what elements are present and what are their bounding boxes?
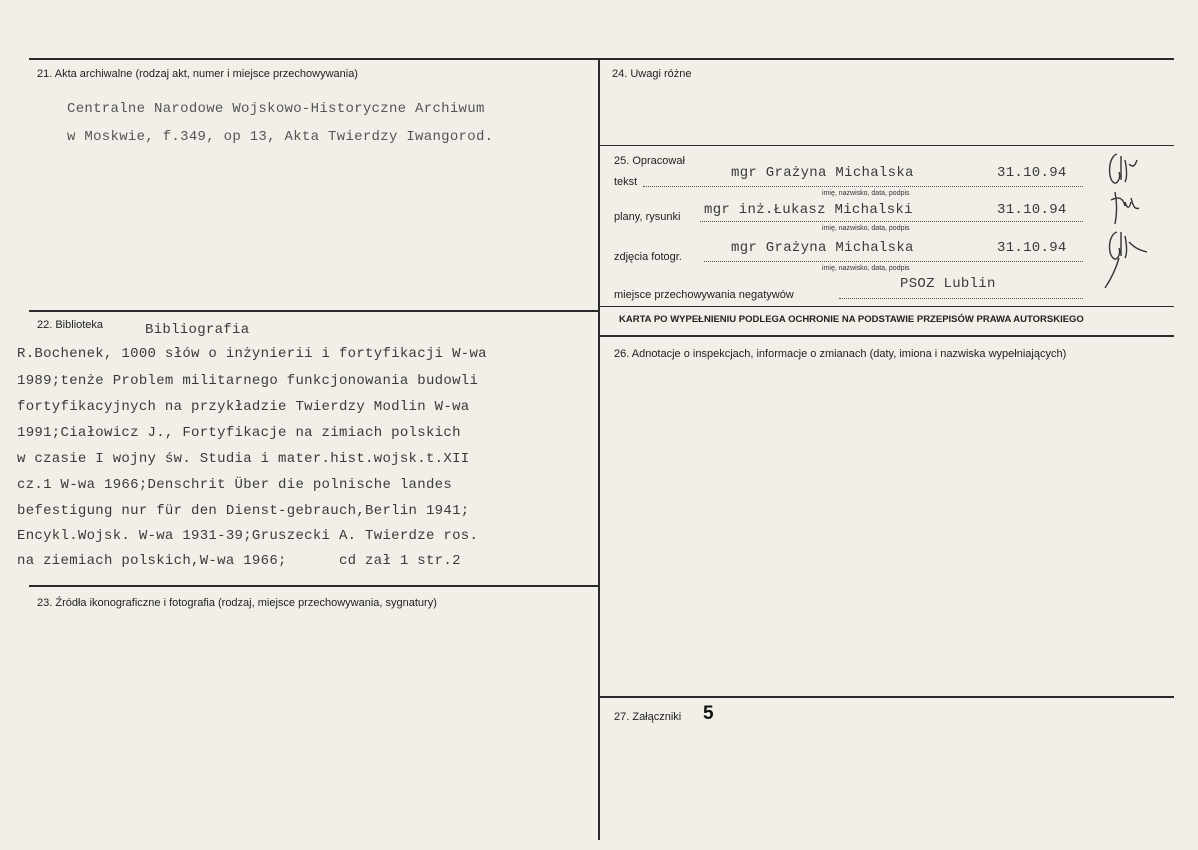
field-22-line-4: 1991;Ciałowicz J., Fortyfikacje na zimiach polskich xyxy=(17,425,461,441)
field-25-row-1-sublabel: imię, nazwisko, data, podpis xyxy=(822,190,910,197)
negatives-dotline xyxy=(839,298,1083,299)
field-25-row-2-dotline xyxy=(700,221,1083,222)
field-22-heading: Bibliografia xyxy=(145,322,250,338)
negatives-label: miejsce przechowywania negatywów xyxy=(614,289,794,301)
field-23-label: 23. Źródła ikonograficzne i fotografia (rodzaj, miejsce przechowywania, sygnatury) xyxy=(37,597,437,609)
field-25-row-1-dotline xyxy=(643,186,1083,187)
field-21-line-1: Centralne Narodowe Wojskowo-Historyczne Archiwum xyxy=(67,101,485,117)
divider-22-23 xyxy=(29,585,599,587)
copyright-notice: KARTA PO WYPEŁNIENIU PODLEGA OCHRONIE NA PODSTAWIE PRZEPISÓW PRAWA AUTORSKIEGO xyxy=(619,314,1084,325)
divider-notice-26 xyxy=(599,335,1174,337)
field-22-line-1: R.Bochenek, 1000 słów o inżynierii i fortyfikacji W-wa xyxy=(17,346,487,362)
signature-3 xyxy=(1103,228,1153,292)
vertical-divider xyxy=(598,58,600,840)
field-22-line-3: fortyfikacyjnych na przykładzie Twierdzy Modlin W-wa xyxy=(17,399,470,415)
divider-24-25 xyxy=(599,145,1174,146)
field-25-row-2-name: mgr inż.Łukasz Michalski xyxy=(704,202,913,218)
field-21-label: 21. Akta archiwalne (rodzaj akt, numer i miejsce przechowywania) xyxy=(37,68,358,80)
field-25-label: 25. Opracował xyxy=(614,155,685,167)
field-22-line-6: cz.1 W-wa 1966;Denschrit Über die polnische landes xyxy=(17,477,453,493)
field-25-row-3-sublabel: imię, nazwisko, data, podpis xyxy=(822,265,910,272)
field-21-line-2: w Moskwie, f.349, op 13, Akta Twierdzy Iwangorod. xyxy=(67,129,494,145)
field-22-line-7: befestigung nur für den Dienst-gebrauch,Berlin 1941; xyxy=(17,503,470,519)
top-border xyxy=(29,58,1174,60)
field-22-line-9: na ziemiach polskich,W-wa 1966; cd zał 1 str.2 xyxy=(17,553,461,569)
field-22-line-5: w czasie I wojny św. Studia i mater.hist.wojsk.t.XII xyxy=(17,451,470,467)
negatives-value: PSOZ Lublin xyxy=(900,276,996,292)
divider-21-22 xyxy=(29,310,599,312)
field-27-label: 27. Załączniki xyxy=(614,711,682,723)
field-25-row-3-dotline xyxy=(704,261,1083,262)
field-25-row-2-label: plany, rysunki xyxy=(614,211,681,223)
signature-1 xyxy=(1103,150,1143,190)
field-22-label: 22. Biblioteka xyxy=(37,319,104,331)
field-25-row-2-sublabel: imię, nazwisko, data, podpis xyxy=(822,225,910,232)
field-25-row-1-date: 31.10.94 xyxy=(997,165,1067,181)
field-25-row-1-name: mgr Grażyna Michalska xyxy=(731,165,914,181)
field-22-line-2: 1989;tenże Problem militarnego funkcjonowania budowli xyxy=(17,373,479,389)
field-26-label: 26. Adnotacje o inspekcjach, informacje o zmianach (daty, imiona i nazwiska wypełniających) xyxy=(614,348,1067,360)
field-25-row-3-name: mgr Grażyna Michalska xyxy=(731,240,914,256)
field-22-line-8: Encykl.Wojsk. W-wa 1931-39;Gruszecki A. Twierdze ros. xyxy=(17,528,479,544)
field-27-value: 5 xyxy=(703,703,714,724)
field-25-row-3-label: zdjęcia fotogr. xyxy=(614,251,682,263)
field-24-label: 24. Uwagi różne xyxy=(612,68,692,80)
divider-25-notice xyxy=(599,306,1174,307)
divider-26-27 xyxy=(599,696,1174,698)
field-25-row-1-label: tekst xyxy=(614,176,638,188)
field-25-row-2-date: 31.10.94 xyxy=(997,202,1067,218)
field-25-row-3-date: 31.10.94 xyxy=(997,240,1067,256)
signature-2 xyxy=(1103,188,1143,228)
